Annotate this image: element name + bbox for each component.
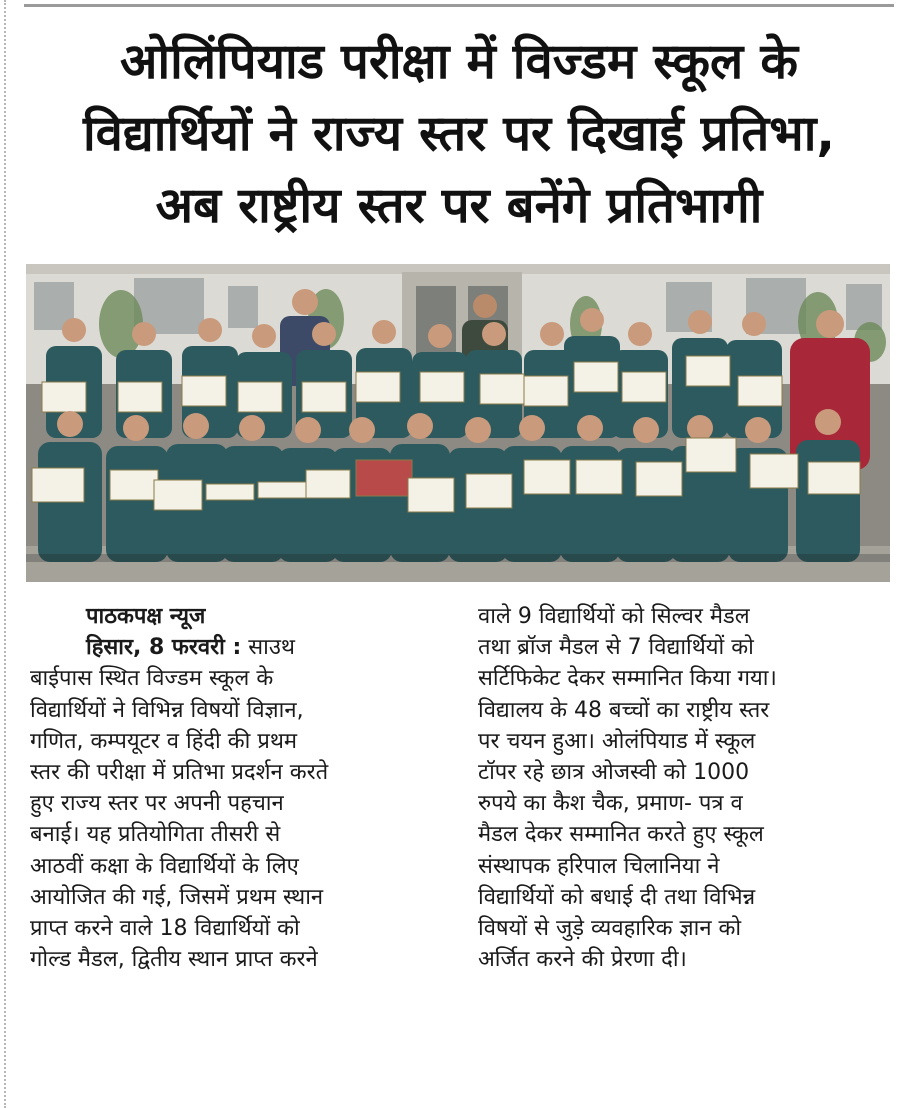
dateline: हिसार, 8 फरवरी : [86,635,242,661]
body-line-23: अर्जित करने की प्रेरणा दी। [478,947,687,973]
body-line-17: टॉपर रहे छात्र ओजस्वी को 1000 [478,760,750,786]
body-line-3: विद्यार्थियों ने विभिन्न विषयों विज्ञान, [30,697,304,723]
body-line-18: रुपये का कैश चैक, प्रमाण- पत्र व [478,791,743,817]
body-line-11: गोल्ड मैडल, द्वितीय स्थान प्राप्त करने [30,947,318,973]
body-line-22: विषयों से जुड़े व्यवहारिक ज्ञान को [478,916,742,942]
headline-line-2: विद्यार्थियों ने राज्य स्तर पर दिखाई प्रतिभा, [82,105,836,162]
body-line-19: मैडल देकर सम्मानित करते हुए स्कूल [478,822,764,848]
headline-line-3: अब राष्ट्रीय स्तर पर बनेंगे प्रतिभागी [155,177,763,234]
headline [20,26,898,242]
page-edge-dotted-rule [4,0,6,1108]
body-line-21: विद्यार्थियों को बधाई दी तथा विभिन्न [478,884,756,910]
body-line-7: बनाई। यह प्रतियोगिता तीसरी से [30,822,281,848]
article-left-column [30,601,442,975]
body-line-14: सर्टिफिकेट देकर सम्मानित किया गया। [478,666,777,692]
body-line-6: हुए राज्य स्तर पर अपनी पहचान [30,791,284,817]
article-right-column [478,601,888,975]
body-line-4: गणित, कम्पयूटर व हिंदी की प्रथम [30,728,298,754]
body-line-16: पर चयन हुआ। ओलंपियाड में स्कूल [478,728,756,754]
body-line-12: वाले 9 विद्यार्थियों को सिल्वर मैडल [478,604,750,629]
body-line-8: आठवीं कक्षा के विद्यार्थियों के लिए [30,853,299,879]
group-photo [26,264,890,582]
body-line-9: आयोजित की गई, जिसमें प्रथम स्थान [30,884,324,910]
top-rule [24,4,894,7]
body-line-1: साउथ [248,635,295,661]
body-line-15: विद्यालय के 48 बच्चों का राष्ट्रीय स्तर [478,697,770,723]
byline: पाठकपक्ष न्यूज [86,604,206,629]
headline-line-1: ओलिंपियाड परीक्षा में विज्डम स्कूल के [120,33,798,90]
body-line-20: संस्थापक हरिपाल चिलानिया ने [478,853,720,879]
body-line-10: प्राप्त करने वाले 18 विद्यार्थियों को [30,916,300,942]
body-line-13: तथा ब्रॉज मैडल से 7 विद्यार्थियों को [478,635,754,661]
body-line-2: बाईपास स्थित विज्डम स्कूल के [30,666,274,692]
body-line-5: स्तर की परीक्षा में प्रतिभा प्रदर्शन करते [30,760,329,786]
